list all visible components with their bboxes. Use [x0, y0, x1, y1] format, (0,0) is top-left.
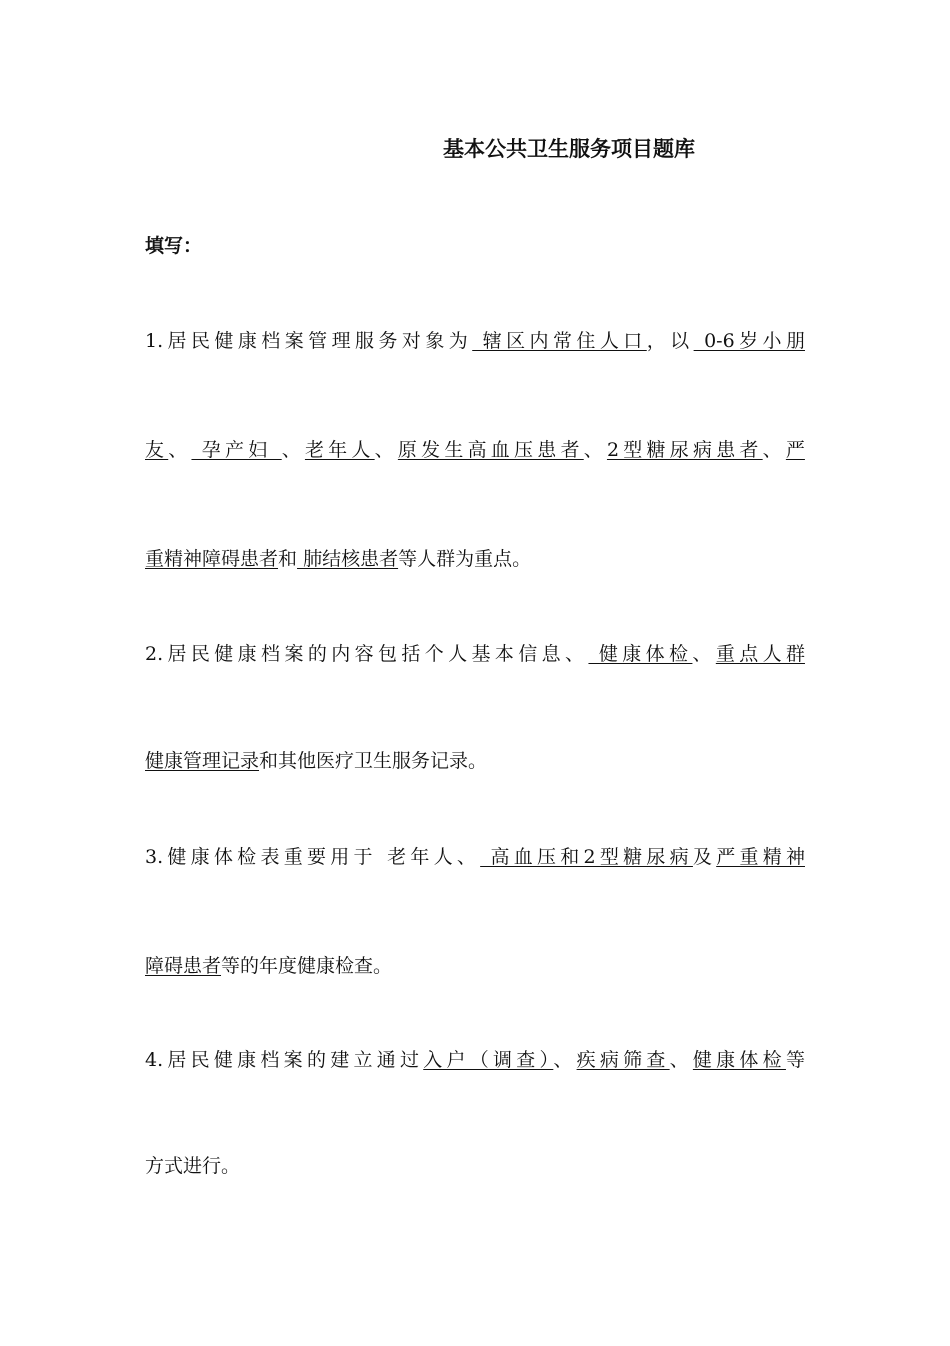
- q2-separator: 、: [692, 643, 716, 665]
- question-4-line-1: [145, 1046, 805, 1074]
- q1-answer-children: 0-6岁小朋: [693, 330, 805, 352]
- q2-answer-key-population: 重点人群: [715, 643, 805, 665]
- q1-answer-elderly: 老年人: [304, 439, 375, 461]
- q1-answer-hypertension: 原发生高血压患者: [397, 439, 584, 461]
- page-title: 基本公共卫生服务项目题库: [443, 137, 695, 161]
- q4-separator: 、: [553, 1049, 577, 1071]
- q4-answer-household-survey: 入户（调查）: [423, 1049, 554, 1071]
- q4-answer-disease-screening: 疾病筛查: [576, 1049, 670, 1071]
- q2-answer-health-exam: 健康体检: [588, 643, 693, 665]
- q3-answer-mental-disorder-cont: 障碍患者: [145, 955, 222, 977]
- q1-text: 1.居民健康档案管理服务对象为: [145, 330, 473, 352]
- question-2-line-2: [145, 747, 805, 775]
- q1-separator: 、: [281, 439, 305, 461]
- q1-answer-children-cont: 友: [145, 439, 169, 461]
- q3-answer-hypertension-diabetes: 高血压和2型糖尿病: [480, 846, 693, 868]
- question-1-line-1: [145, 327, 805, 355]
- q3-answer-mental-disorder: 严重精神: [716, 846, 805, 868]
- q3-text: 3.健康体检表重要用于 老年人、: [145, 846, 481, 868]
- q1-text: 等人群为重点。: [398, 548, 532, 570]
- q1-answer-mental-disorder-cont: 重精神障碍患者: [145, 548, 279, 570]
- question-4-line-2: [145, 1152, 805, 1180]
- q1-text: 和: [278, 548, 298, 570]
- q1-answer-resident-population: 辖区内常住人口: [472, 330, 647, 352]
- q1-separator: 、: [168, 439, 192, 461]
- q1-answer-diabetes: 2型糖尿病患者: [606, 439, 763, 461]
- q1-answer-tuberculosis: 肺结核患者: [297, 548, 399, 570]
- q3-text: 及: [692, 846, 717, 868]
- question-1-line-2: [145, 436, 805, 464]
- q1-text: ，以: [646, 330, 694, 352]
- q2-text: 和其他医疗卫生服务记录。: [259, 750, 488, 772]
- q1-separator: 、: [583, 439, 607, 461]
- question-3-line-2: [145, 952, 805, 980]
- q4-separator: 、: [669, 1049, 693, 1071]
- q1-separator: 、: [762, 439, 786, 461]
- q3-text: 等的年度健康检查。: [221, 955, 393, 977]
- q1-answer-mental-disorder: 严: [785, 439, 805, 461]
- q1-separator: 、: [374, 439, 398, 461]
- q2-text: 2.居民健康档案的内容包括个人基本信息、: [145, 643, 589, 665]
- q2-answer-key-population-cont: 健康管理记录: [145, 750, 260, 772]
- q4-text: 4.居民健康档案的建立通过: [145, 1049, 424, 1071]
- question-1-line-3: [145, 545, 805, 573]
- q4-text: 等: [785, 1049, 805, 1071]
- question-2-line-1: [145, 640, 805, 668]
- question-3-line-1: [145, 843, 805, 871]
- section-heading-fill-in: 填写：: [145, 235, 203, 257]
- q4-text: 方式进行。: [145, 1155, 241, 1177]
- q1-answer-pregnant-women: 孕产妇: [191, 439, 282, 461]
- q4-answer-health-exam: 健康体检: [692, 1049, 786, 1071]
